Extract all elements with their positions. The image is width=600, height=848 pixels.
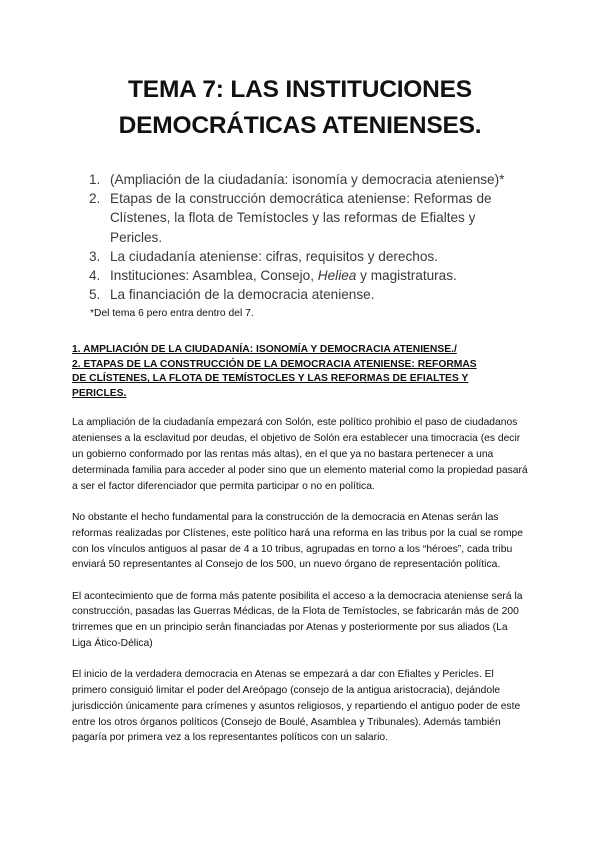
outline-item-number: 1. [89, 172, 101, 187]
body-paragraph: La ampliación de la ciudadanía empezará con Solón, este político prohibio el paso de ciudadanos atenienses a la esclavitud por deudas, el objetivo de Solón era establecer una timocracia (es decir un gobierno conformado por las rentas más altas), en el que ya no bastara pertenecer a una determinada familia para acceder al poder sino que un elemento material como la propiedad pasará a ser el factor diferenciador que permita participar o no en política. [72, 417, 528, 492]
body-paragraph: El acontecimiento que de forma más patente posibilita el acceso a la democracia ateniense será la construcción, pasadas las Guerras Médicas, de la Flota de Temístocles, se fabricarán más de 200 trirremes que en un principio serán financiadas por Atenas y posteriormente por sus aliados (La Liga Ático-Délica) [72, 590, 523, 649]
outline-item-number: 2. [89, 191, 101, 207]
outline-item-text-end: y magistraturas. [356, 268, 457, 284]
document-title [72, 72, 528, 144]
outline-item-text: (Ampliación de la ciudadanía: isonomía y democracia ateniense)* [110, 172, 505, 187]
outline-item [72, 247, 528, 266]
section-heading [72, 343, 528, 401]
outline-item-number: 5. [89, 287, 101, 303]
outline-item [72, 266, 528, 285]
section-heading-line-4: PERICLES. [72, 387, 127, 399]
section-heading-line-1: 1. AMPLIACIÓN DE LA CIUDADANÍA: ISONOMÍA Y DEMOCRACIA ATENIENSE./ [72, 344, 457, 356]
title-line-1: TEMA 7: LAS INSTITUCIONES [128, 76, 472, 103]
outline-item-text: La financiación de la democracia ateniense. [110, 287, 375, 303]
outline-item [72, 189, 528, 247]
outline-item-italic-term: Heliea [317, 268, 357, 284]
outline-item-text: La ciudadanía ateniense: cifras, requisitos y derechos. [110, 248, 438, 264]
topic-outline-list [72, 170, 528, 304]
footnote: *Del tema 6 pero entra dentro del 7. [90, 308, 254, 320]
body-paragraph: No obstante el hecho fundamental para la construcción de la democracia en Atenas serán las reformas realizadas por Clístenes, este político hará una reforma en las tribus por la cual se rompe con los vínculos antiguos al pasar de 4 a 10 tribus, agrupadas en torno a los “héroes”, cada tribu enviará 50 representantes al Consejo de los 500, un nuevo órgano de representación política. [72, 511, 523, 571]
outline-item [72, 170, 528, 189]
title-line-2: DEMOCRÁTICAS ATENIENSES. [118, 112, 482, 139]
outline-item [72, 285, 528, 304]
body-paragraph: El inicio de la verdadera democracia en Atenas se empezará a dar con Efialtes y Pericles. El primero consiguió limitar el poder del Areópago (consejo de la antigua aristocracia), dejándole jurisdicción únicamente para crímenes y asuntos religiosos, y repartiendo el antiguo poder de este entre los otros órganos políticos (Consejo de Boulé, Asamblea y Tribunales). Además también pagaría por primera vez a los representantes políticos con un salario. [72, 669, 521, 744]
section-heading-line-2: 2. ETAPAS DE LA CONSTRUCCIÓN DE LA DEMOCRACIA ATENIENSE: REFORMAS [72, 358, 477, 370]
section-heading-line-3: DE CLÍSTENES, LA FLOTA DE TEMÍSTOCLES Y LAS REFORMAS DE EFIALTES Y [72, 373, 469, 385]
outline-item-number: 4. [89, 268, 101, 284]
outline-item-text-start: Instituciones: Asamblea, Consejo, [110, 268, 318, 284]
outline-item-text: Etapas de la construcción democrática ateniense: Reformas de Clístenes, la flota de Temístocles y las reformas de Efialtes y Pericles. [110, 191, 492, 245]
outline-item-number: 3. [89, 248, 101, 264]
